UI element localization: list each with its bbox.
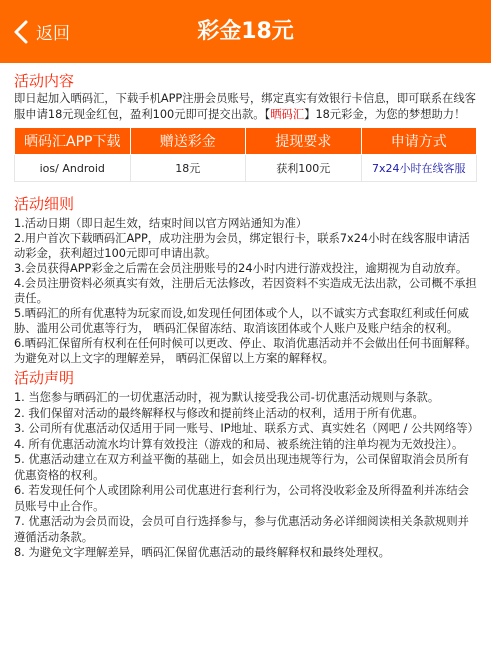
statement-list [14,390,477,561]
offer-table [14,127,477,182]
list-item: 8. 为避免文字理解差异，晒码汇保留优惠活动的最终解释权和最终处理权。 [14,546,390,559]
list-item: 2. 我们保留对活动的最终解释权与修改和提前终止活动的权利，适用于所有优惠。 [14,406,424,420]
table-cell-platform: ios/ Android [15,155,131,182]
back-label: 返回 [36,24,70,44]
table-cell-bonus: 18元 [130,155,246,182]
table-header-cell: 晒码汇APP下载 [15,128,131,155]
activity-title: 活动内容 [14,72,75,90]
offer-table-header [15,128,477,155]
table-header-cell: 提现要求 [246,128,362,155]
page-title: 彩金18元 [197,19,294,44]
list-item: 1. 当您参与晒码汇的一切优惠活动时，视为默认接受我公司-切优惠活动规则与条款。 [14,391,440,404]
list-item: 7. 优惠活动为会员而设，会员可自行选择参与，参与优惠活动务必详细阅读相关条款规则并遵循活动条款。 [14,515,469,544]
rules-list [14,216,477,366]
list-item: 3. 公司所有优惠活动仅适用于同一账号、IP地址、联系方式、真实姓名（网吧 / 公共网络等） [14,422,479,435]
table-row [15,155,477,182]
list-item: 5.晒码汇的所有优惠特为玩家而设,如发现任何团体或个人，以不诚实方式套取红利或任何威胁、滥用公司优惠等行为， 晒码汇保留冻结、取消该团体或个人账户及账户结余的权利。 [14,307,469,335]
main-content [0,71,491,561]
customer-service-link[interactable]: 7x24小时在线客服 [361,155,477,182]
top-header [0,0,491,63]
activity-description [14,91,477,123]
statement-title: 活动声明 [14,369,75,387]
table-header-cell: 申请方式 [361,128,477,155]
list-item: 6.晒码汇保留所有权利在任何时候可以更改、停止、取消优惠活动并不会做出任何书面解释。为避免对以上文字的理解差异， 晒码汇保留以上方案的解释权。 [14,337,477,365]
table-header-cell: 赠送彩金 [130,128,246,155]
list-item: 5. 优惠活动建立在双方利益平衡的基础上，如会员出现违规等行为，公司保留取消会员所有优惠资格的权利。 [14,453,469,482]
list-item: 6. 若发现任何个人或团除利用公司优惠进行套利行为，公司将没收彩金及所得盈利并冻结会员账号中止合作。 [14,484,469,513]
activity-highlight: 晒码汇 [270,108,305,121]
activity-text-before: 即日起加入晒码汇，下载手机APP注册会员账号，绑定真实有效银行卡信息，即可联系在线客服申请18元现金红包，盈利100元即可提交出款。【 [14,92,476,121]
list-item: 4.会员注册资料必须真实有效，注册后无法修改，若因资料不实造成无法出款，公司概不承担责任。 [14,277,477,305]
list-item: 2.用户首次下载晒码汇APP，成功注册为会员，绑定银行卡，联系7x24小时在线客服申请活动彩金，获利超过100元即可申请出款。 [14,232,470,260]
rules-title: 活动细则 [14,195,75,213]
list-item: 1.活动日期（即日起生效，结束时间以官方网站通知为准） [14,217,308,230]
table-cell-requirement: 获利100元 [246,155,362,182]
list-item: 3.会员获得APP彩金之后需在会员注册账号的24小时内进行游戏投注，逾期视为自动放弃。 [14,262,468,275]
activity-text-after: 】18元彩金，为您的梦想助力！ [304,108,466,121]
list-item: 4. 所有优惠活动流水均计算有效投注（游戏的和局、被系统注销的注单均视为无效投注）。 [14,437,464,451]
